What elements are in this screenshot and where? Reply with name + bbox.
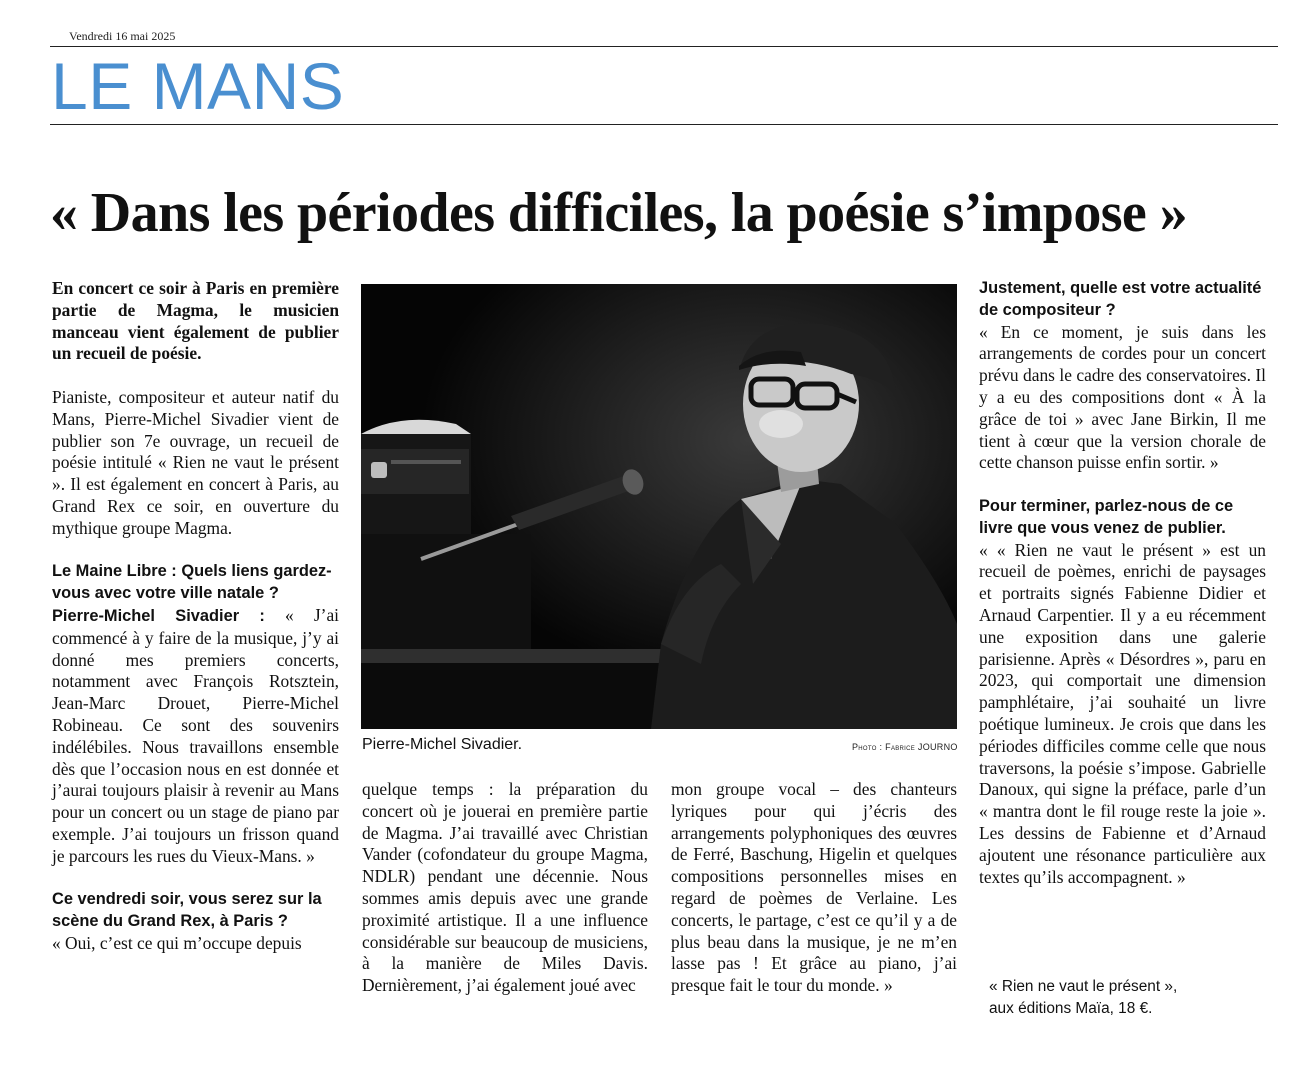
section-title: LE MANS xyxy=(51,49,345,123)
answer-4: « « Rien ne vaut le présent » est un recueil de poèmes, enrichi de paysages et portraits signés Fabienne Didier et Arnaud Carpentier. Il y a eu récemment une exposition dans une galerie parisienne. Après « Désordres », paru en 2023, qui comportait une dimension pamphlétaire, j’ai souhaité un livre poétique lumineux. Je crois que dans les périodes difficiles comme celle que nous traversons, la poésie s’impose. Gabrielle Danoux, qui signe la préface, parle d’un « mantra dont le fil rouge reste la joie ». Les dessins de Fabienne et d’Arnaud ajoutent une résonance particulière aux textes qu’ils accompagnent. » xyxy=(979,539,1266,887)
book-reference xyxy=(989,976,1259,1020)
article-lead: En concert ce soir à Paris en première partie de Magma, le musicien manceau vient également de publier un recueil de poésie. xyxy=(52,278,339,364)
question-4: Pour terminer, parlez-nous de ce livre que vous venez de publier. xyxy=(979,496,1234,537)
article-intro: Pianiste, compositeur et auteur natif du Mans, Pierre-Michel Sivadier vient de publier son 7e ouvrage, un recueil de poésie intitulé « Rien ne vaut le présent ». Il est également en concert à Paris, au Grand Rex ce soir, en ouverture du mythique groupe Magma. xyxy=(52,386,339,538)
question-2: Ce vendredi soir, vous serez sur la scène du Grand Rex, à Paris ? xyxy=(52,890,322,931)
book-title-line: « Rien ne vaut le présent », xyxy=(989,978,1178,995)
column-1 xyxy=(52,278,339,955)
answer-1-text: « J’ai commencé à y faire de la musique, j’y ai donné mes premiers concerts, notamment avec François Rotsztein, Jean-Marc Drouet, Pierre-Michel Robineau. Ce sont des souvenirs indélébiles. Nous travaillons ensemble dès que l’occasion nous en est donnée et j’aurai toujours plaisir à revenir au Mans pour un concert ou un stage de piano par exemple. J’ai toujours un frisson quand je parcours les rues du Vieux-Mans. » xyxy=(52,604,339,866)
photo-credit-surname: JOURNO xyxy=(917,742,958,752)
answer-1 xyxy=(52,605,339,868)
photo-credit xyxy=(852,742,958,752)
photo-illustration xyxy=(361,284,957,729)
book-publisher-line: aux éditions Maïa, 18 €. xyxy=(989,999,1153,1017)
answer-3: « En ce moment, je suis dans les arrangements de cordes pour un concert prévu dans le cadre des conservatoires. Il y a eu des compositions dont « À la grâce de toi » avec Jane Birkin, Il me tient à cœur que la version chorale de cette chanson puisse enfin sortir. » xyxy=(979,321,1266,473)
answer-2-part-2: quelque temps : la préparation du concert où je jouerai en première partie de Magma. J’ai travaillé avec Christian Vander (cofondateur du groupe Magma, NDLR) pendant une décennie. Nous sommes amis depuis avec une grande proximité artistique. Il a une influence considérable sur beaucoup de musiciens, à la manière de Miles Davis. Dernièrement, j’ai également joué avec xyxy=(362,779,648,996)
column-3 xyxy=(671,779,957,997)
edition-date: Vendredi 16 mai 2025 xyxy=(69,29,176,43)
answer-2-part-3: mon groupe vocal – des chanteurs lyriques pour qui j’écris des arrangements polyphoniques des œuvres de Ferré, Baschung, Higelin et quelques compositions personnelles mises en regard de poèmes de Verlaine. Les concerts, le partage, c’est ce qu’il y a de plus beau dans la musique, je ne m’en lasse pas ! Et grâce au piano, j’ai presque fait le tour du monde. » xyxy=(671,779,957,996)
answer-2-part-1: « Oui, c’est ce qui m’occupe depuis xyxy=(52,932,302,953)
question-1: Le Maine Libre : Quels liens gardez-vous avec votre ville natale ? xyxy=(52,562,332,603)
column-2 xyxy=(362,779,648,997)
photo-credit-firstname: Fabrice xyxy=(885,742,916,752)
top-rule xyxy=(50,46,1278,47)
column-4 xyxy=(979,278,1266,888)
answer-1-speaker: Pierre-Michel Sivadier : xyxy=(52,606,265,625)
question-3: Justement, quelle est votre actualité de compositeur ? xyxy=(979,279,1262,319)
photo-credit-label: Photo : xyxy=(852,742,883,752)
article-headline: « Dans les périodes difficiles, la poésie s’impose » xyxy=(50,182,1187,244)
article-photo xyxy=(361,284,957,729)
photo-caption: Pierre-Michel Sivadier. xyxy=(362,736,523,753)
section-rule xyxy=(50,124,1278,125)
